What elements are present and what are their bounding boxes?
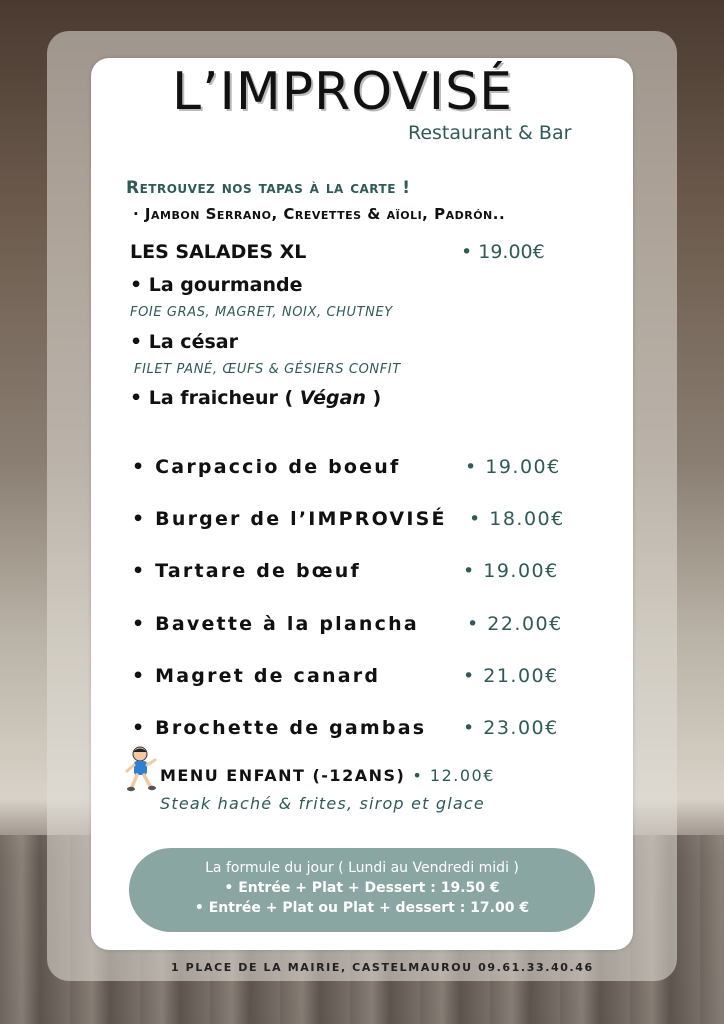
vegan-label: Végan <box>299 387 366 409</box>
salads-heading: LES SALADES XL <box>130 241 307 263</box>
restaurant-subtitle: Restaurant & Bar <box>408 122 572 144</box>
salad-item: • La césar <box>130 331 238 353</box>
dish-price: • 22.00€ <box>467 613 563 635</box>
footer-address: 1 PLACE DE LA MAIRIE, CASTELMAUROU 09.61.33.40.46 <box>171 961 594 974</box>
dish-name: • Brochette de gambas <box>132 717 427 739</box>
tapas-title: Retrouvez nos tapas à la carte ! <box>126 178 411 198</box>
dish-price: • 19.00€ <box>465 456 561 478</box>
restaurant-name: L’IMPROVISÉ <box>172 62 513 122</box>
salad-item-name-end: ) <box>365 387 382 409</box>
dish-name: • Carpaccio de boeuf <box>132 456 401 478</box>
dish-price: • 21.00€ <box>463 665 559 687</box>
kids-menu <box>160 766 495 785</box>
child-running-icon <box>124 745 160 795</box>
dish-name: • Magret de canard <box>132 665 381 687</box>
dish-price: • 23.00€ <box>463 717 559 739</box>
salad-description: FILET PANÉ, ŒUFS & GÉSIERS CONFIT <box>134 362 401 377</box>
formule-title: La formule du jour ( Lundi au Vendredi midi ) <box>205 860 519 876</box>
formule-option: • Entrée + Plat ou Plat + dessert : 17.00 € <box>194 900 530 916</box>
dish-name: • Tartare de bœuf <box>132 560 361 582</box>
salad-item-name: • La fraicheur ( <box>130 387 300 409</box>
salad-item <box>130 387 381 409</box>
kids-menu-label: MENU ENFANT (-12ANS) <box>160 766 413 785</box>
formule-du-jour <box>129 848 595 932</box>
dish-price: • 18.00€ <box>469 508 565 530</box>
salad-description: FOIE GRAS, MAGRET, NOIX, CHUTNEY <box>130 305 393 320</box>
formule-option: • Entrée + Plat + Dessert : 19.50 € <box>224 880 500 896</box>
tapas-items: · Jambon Serrano, Crevettes & aïoli, Padrón.. <box>133 205 506 223</box>
salads-price: • 19.00€ <box>461 241 545 263</box>
kids-menu-description: Steak haché & frites, sirop et glace <box>160 794 485 813</box>
dish-name: • Bavette à la plancha <box>132 613 419 635</box>
dish-name: • Burger de l’IMPROVISÉ <box>132 508 447 530</box>
dish-price: • 19.00€ <box>463 560 559 582</box>
kids-menu-price: • 12.00€ <box>412 766 495 785</box>
salad-item: • La gourmande <box>130 274 303 296</box>
